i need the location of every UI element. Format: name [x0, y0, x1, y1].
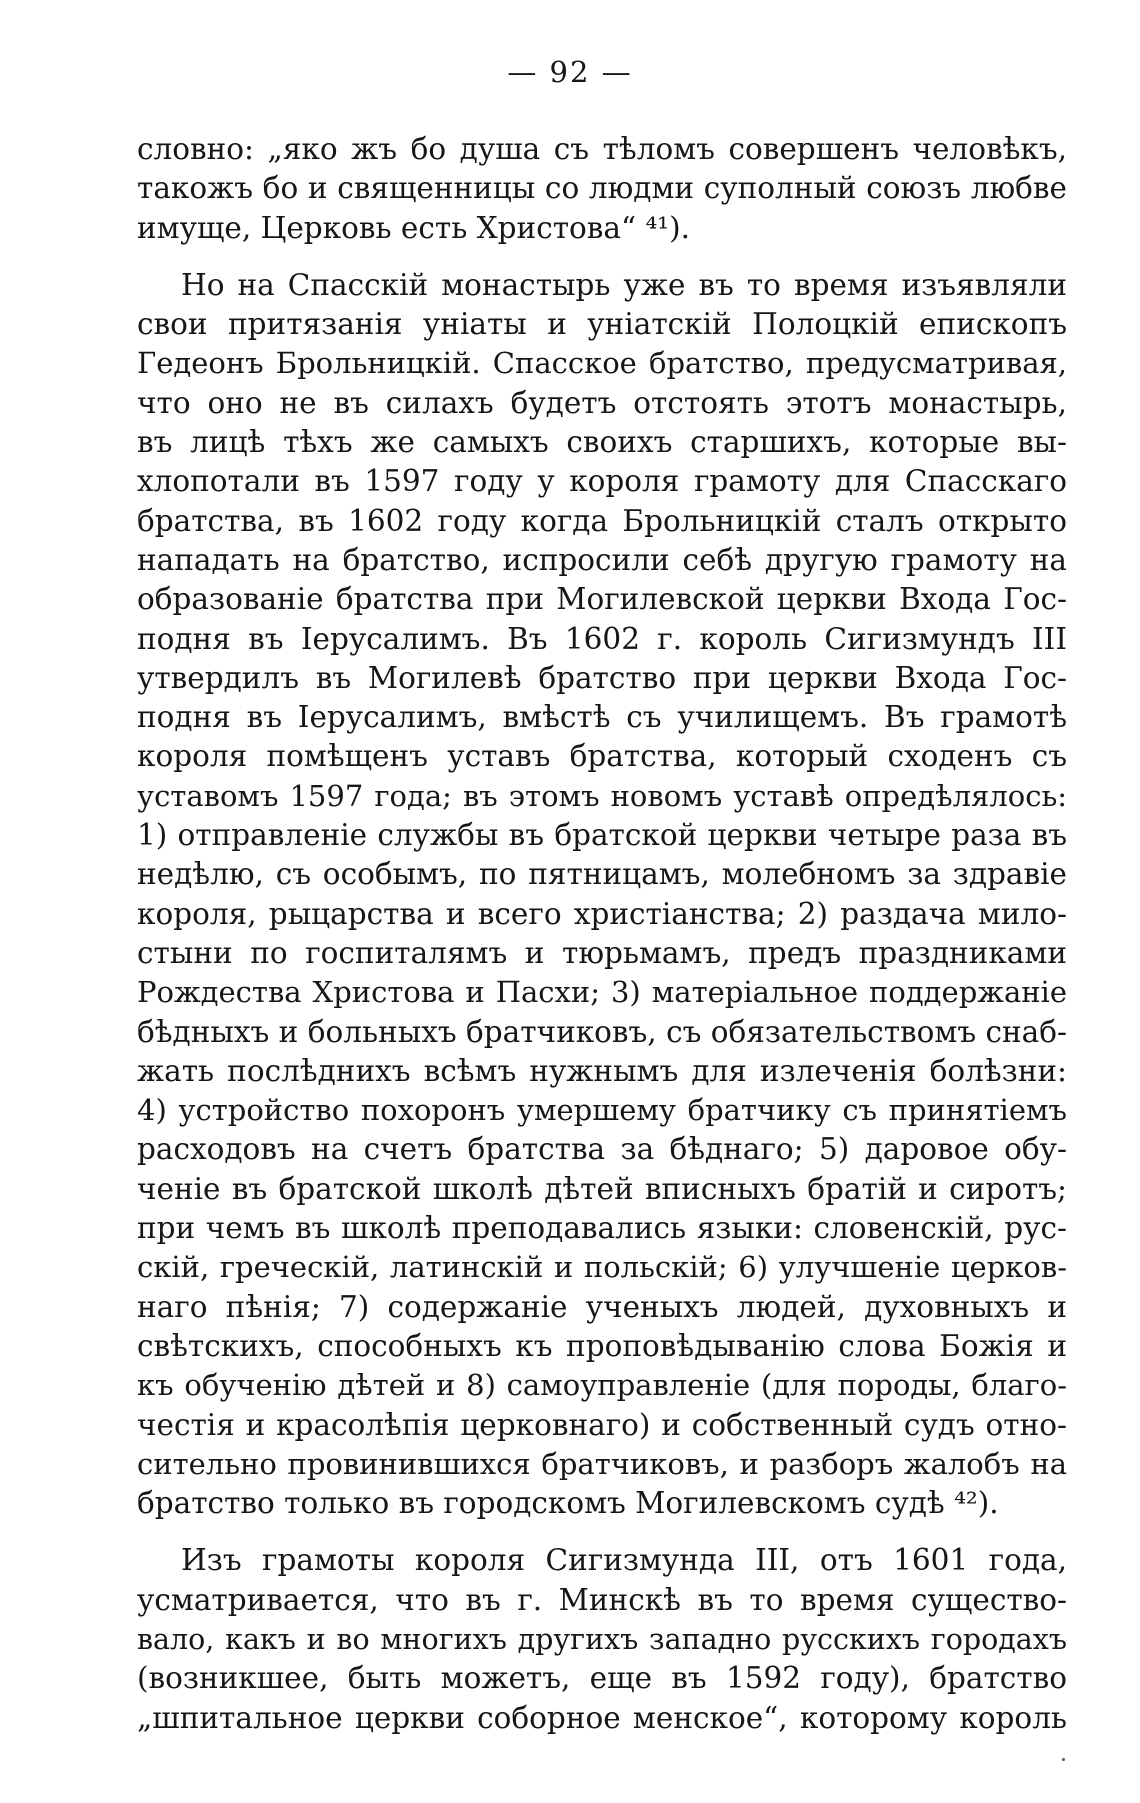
text-line: сительно провинившихся братчиковъ, и разборъ жалобъ на: [137, 1446, 1067, 1481]
text-line: ченіе въ братской школѣ дѣтей вписныхъ братій и сиротъ;: [137, 1171, 1067, 1206]
text-line: честія и красолѣпія церковнаго) и собственный судъ отно-: [137, 1407, 1067, 1442]
text-line: свои притязанія уніаты и уніатскій Полоцкій епископъ: [137, 307, 1067, 342]
text-line: имуще, Церковь есть Христова“ ⁴¹).: [137, 210, 690, 245]
text-line: Гедеонъ Брольницкій. Спасское братство, предусматривая,: [137, 346, 1067, 381]
text-line: стыни по госпиталямъ и тюрьмамъ, предъ праздниками: [137, 935, 1067, 970]
text-line: Рождества Христова и Пасхи; 3) матеріальное поддержаніе: [137, 975, 1067, 1010]
text-line: при чемъ въ школѣ преподавались языки: словенскій, рус-: [137, 1211, 1067, 1246]
text-line: образованіе братства при Могилевской церкви Входа Гос-: [137, 582, 1067, 617]
text-line: жать послѣднихъ всѣмъ нужнымъ для излеченія болѣзни:: [137, 1053, 1067, 1088]
text-line: свѣтскихъ, способныхъ къ проповѣдыванію слова Божія и: [137, 1328, 1067, 1363]
text-line: въ лицѣ тѣхъ же самыхъ своихъ старшихъ, которые вы-: [137, 425, 1067, 460]
text-line: что оно не въ силахъ будетъ отстоять этотъ монастырь,: [137, 385, 1067, 420]
text-line: словно: „яко жъ бо душа съ тѣломъ совершенъ человѣкъ,: [137, 132, 1067, 166]
text-line: расходовъ на счетъ братства за бѣднаго; 5) даровое обу-: [137, 1132, 1067, 1167]
text-line: короля помѣщенъ уставъ братства, который сходенъ съ: [137, 739, 1067, 774]
text-line: наго пѣнія; 7) содержаніе ученыхъ людей, духовныхъ и: [137, 1289, 1067, 1324]
text-line: Изъ грамоты короля Сигизмунда III, отъ 1601 года,: [181, 1543, 1067, 1578]
text-line: недѣлю, съ особымъ, по пятницамъ, молебномъ за здравіе: [137, 857, 1067, 892]
paragraph: [137, 1541, 1067, 1737]
text-line: вало, какъ и во многихъ другихъ западно русскихъ городахъ: [137, 1622, 1067, 1656]
text-line: къ обученію дѣтей и 8) самоуправленіе (для породы, благо-: [137, 1368, 1067, 1403]
text-line: хлопотали въ 1597 году у короля грамоту для Спасскаго: [137, 464, 1067, 499]
page-number: — 92 —: [507, 55, 633, 89]
text-line: братства, въ 1602 году когда Брольницкій сталъ открыто: [137, 503, 1067, 538]
paragraph: [137, 130, 1067, 248]
text-line: утвердилъ въ Могилевѣ братство при церкви Входа Гос-: [137, 660, 1067, 695]
text-line: подня въ Іерусалимъ, вмѣстѣ съ училищемъ. Въ грамотѣ: [137, 700, 1067, 735]
text-line: 1) отправленіе службы въ братской церкви четыре раза въ: [137, 818, 1067, 853]
text-line: скій, греческій, латинскій и польскій; 6) улучшеніе церков-: [137, 1250, 1067, 1285]
print-speck: [1062, 1758, 1065, 1761]
text-line: братство только въ городскомъ Могилевскомъ судѣ ⁴²).: [137, 1486, 999, 1521]
text-line: (возникшее, быть можетъ, еще въ 1592 году), братство: [137, 1661, 1067, 1696]
text-line: Но на Спасскій монастырь уже въ то время изъявляли: [181, 267, 1067, 302]
text-line: усматривается, что въ г. Минскѣ въ то время существо-: [137, 1582, 1067, 1617]
text-line: „шпитальное церкви соборное менское“, которому король: [137, 1700, 1067, 1735]
text-body: [137, 130, 1067, 1738]
text-line: бѣдныхъ и больныхъ братчиковъ, съ обязательствомъ снаб-: [137, 1014, 1067, 1049]
text-line: подня въ Іерусалимъ. Въ 1602 г. король Сигизмундъ III: [137, 621, 1067, 656]
text-line: уставомъ 1597 года; въ этомъ новомъ уставѣ опредѣлялось:: [137, 778, 1067, 813]
text-line: короля, рыцарства и всего христіанства; 2) раздача мило-: [137, 896, 1067, 931]
text-line: нападать на братство, испросили себѣ другую грамоту на: [137, 542, 1067, 577]
text-line: 4) устройство похоронъ умершему братчику съ принятіемъ: [137, 1093, 1067, 1128]
text-line: такожъ бо и священницы со людми суполный союзъ любве: [137, 171, 1067, 206]
paragraph: [137, 266, 1067, 1524]
